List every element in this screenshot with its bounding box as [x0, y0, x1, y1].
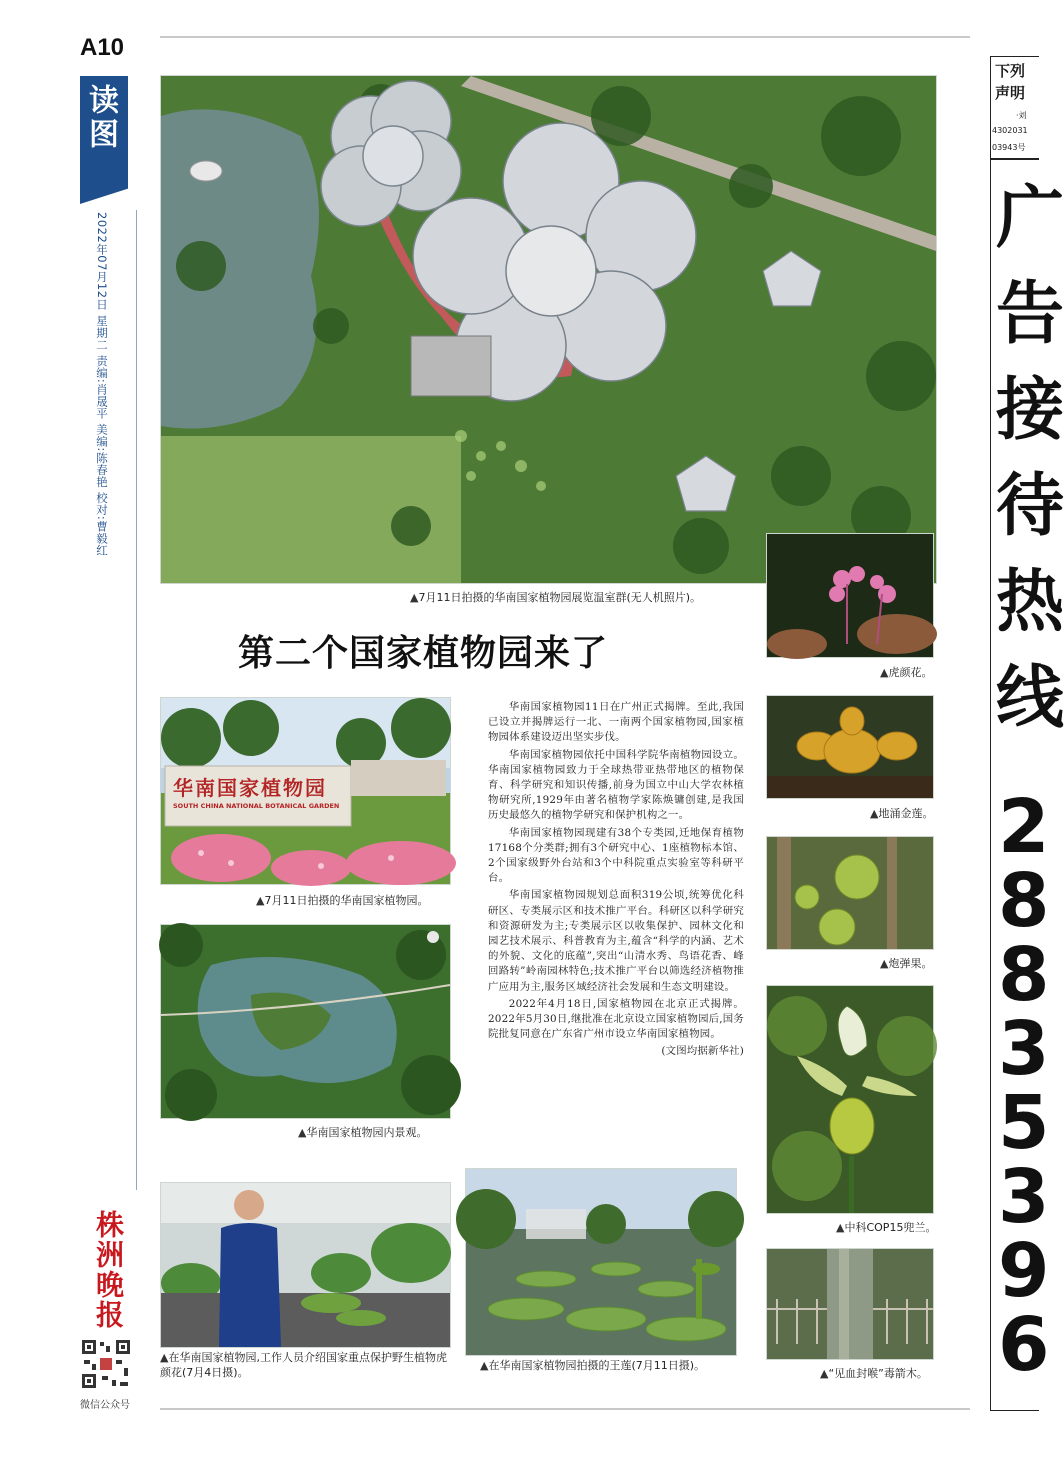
- ad-char: 接: [996, 370, 1064, 450]
- qr-label: 微信公众号: [80, 1400, 130, 1411]
- adjacent-ad-small-3: 03943号: [992, 143, 1026, 152]
- triangle-icon: ▲: [820, 1367, 829, 1380]
- lotus-caption: ▲在华南国家植物园拍摄的王莲(7月11日摄)。: [480, 1359, 706, 1372]
- ad-digit: 3: [998, 1154, 1050, 1240]
- flower4-caption: ▲中科COP15兜兰。: [836, 1221, 937, 1234]
- ad-phone-number: [998, 784, 1058, 1388]
- staff-caption: ▲在华南国家植物园,工作人员介绍国家重点保护野生植物虎颜花(7月4日摄)。: [160, 1351, 447, 1379]
- article-paragraph: 华南国家植物园11日在广州正式揭牌。至此,我国已设立并揭牌运行一北、一南两个国家植物园,国家植物园体系建设迈出坚实步伐。: [488, 701, 744, 744]
- landscape-caption: ▲华南国家植物园内景观。: [298, 1126, 428, 1139]
- adjacent-ad-text-2: 声明: [995, 84, 1026, 102]
- ad-digit: 8: [998, 858, 1050, 944]
- triangle-icon: ▲: [256, 894, 265, 907]
- tiger-face-flower-photo: [766, 533, 934, 658]
- top-rule: [160, 36, 970, 38]
- triangle-icon: ▲: [880, 666, 889, 679]
- paphiopedilum-photo: [766, 985, 934, 1214]
- page-number: A10: [80, 34, 125, 61]
- ad-char: 广: [996, 178, 1064, 258]
- flower3-caption: ▲炮弹果。: [880, 957, 933, 970]
- gate-caption: ▲7月11日拍摄的华南国家植物园。: [256, 894, 429, 907]
- aerial-greenhouse-photo: [160, 75, 937, 584]
- flower2-caption: ▲地涌金莲。: [870, 807, 934, 820]
- garden-gate-photo: [160, 697, 451, 885]
- article-paragraph: 2022年4月18日,国家植物园在北京正式揭牌。2022年5月30日,继批准在北京设立国家植物园后,国务院批复同意在广东省广州市设立华南国家植物园。: [488, 997, 744, 1041]
- gate-sign-cn: 华南国家植物园: [173, 776, 327, 800]
- triangle-icon: ▲: [870, 807, 879, 820]
- article-credit: (文图均据新华社): [661, 1045, 744, 1058]
- ad-digit: 2: [998, 784, 1050, 870]
- ad-digit: 8: [998, 932, 1050, 1018]
- adjacent-ad-divider: [990, 158, 1039, 160]
- ad-char: 线: [996, 658, 1064, 738]
- bottom-rule: [160, 1408, 970, 1410]
- triangle-icon: ▲: [836, 1221, 845, 1234]
- adjacent-ad-small-2: 4302031: [992, 126, 1028, 135]
- qr-code: [80, 1338, 132, 1390]
- ad-hotline-heading: [996, 170, 1064, 746]
- triangle-icon: ▲: [880, 957, 889, 970]
- triangle-icon: ▲: [480, 1359, 489, 1372]
- headline: 第二个国家植物园来了: [238, 633, 609, 674]
- giant-water-lily-photo: [465, 1168, 737, 1356]
- triangle-icon: ▲: [298, 1126, 307, 1139]
- article-body: [488, 700, 744, 1060]
- ad-char: 待: [996, 466, 1064, 546]
- article-paragraph: 华南国家植物园规划总面积319公顷,统筹优化科研区、专类展示区和技术推广平台。科研区以科学研究和资源研发为主;专类展示区以收集保护、园林文化和园艺技术展示、科普教育为主,蕴含“科学的内涵、艺术的外貌、文化的底蕴”,突出“山清水秀、鸟语花香、峰回路转”岭南园林特色;技术推广平台以筛选经济植物推广应用为主,服务区域经济社会发展和生态文明建设。: [488, 889, 744, 993]
- ad-digit: 5: [998, 1080, 1050, 1166]
- left-vertical-rule: [136, 210, 137, 1190]
- article-paragraph: 华南国家植物园依托中国科学院华南植物园设立。华南国家植物园致力于全球热带亚热带地区的植物保育、科学研究和知识传播,前身为国立中山大学农林植物研究所,1929年由著名植物学家陈焕镛创建,是我国历史最悠久的植物学研究和保护机构之一。: [488, 748, 744, 822]
- garden-landscape-photo: [160, 924, 451, 1119]
- ad-char: 告: [996, 274, 1064, 354]
- gate-sign-en: SOUTH CHINA NATIONAL BOTANICAL GARDEN: [173, 802, 340, 810]
- ad-digit: 9: [998, 1228, 1050, 1314]
- section-title: 读图: [83, 84, 118, 152]
- ad-digit: 6: [998, 1302, 1050, 1388]
- antiaris-tree-photo: [766, 1248, 934, 1360]
- staff-introducing-plant-photo: [160, 1182, 451, 1348]
- musella-photo: [766, 695, 934, 799]
- cannonball-fruit-photo: [766, 836, 934, 950]
- dateline: 2022年07月12日 星期二 责编:肖晟平 美编:陈春艳 校对:曹毅红: [95, 212, 109, 557]
- triangle-icon: ▲: [160, 1351, 169, 1364]
- article-paragraph: 华南国家植物园现建有38个专类园,迁地保育植物17168个分类群;拥有3个研究中心、1座植物标本馆、2个国家级野外台站和3个中科院重点实验室等科研平台。: [488, 826, 744, 885]
- ad-digit: 3: [998, 1006, 1050, 1092]
- newspaper-logo: 株洲晚报: [92, 1210, 125, 1330]
- flower1-caption: ▲虎颜花。: [880, 666, 933, 679]
- ad-char: 热: [996, 562, 1064, 642]
- aerial-caption: ▲7月11日拍摄的华南国家植物园展览温室群(无人机照片)。: [410, 591, 702, 604]
- adjacent-ad-small-1: ·刘: [1016, 111, 1027, 120]
- triangle-icon: ▲: [410, 591, 419, 604]
- adjacent-ad-text-1: 下列: [995, 62, 1026, 80]
- flower5-caption: ▲“见血封喉”毒箭木。: [820, 1367, 928, 1380]
